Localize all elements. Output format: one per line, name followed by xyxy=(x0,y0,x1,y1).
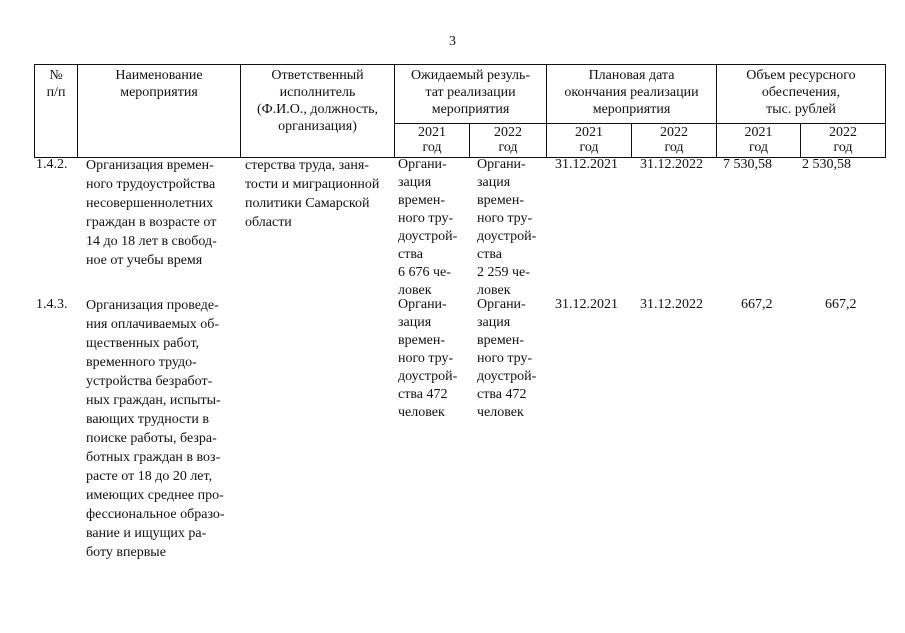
row-volume-2022: 2 530,58 xyxy=(802,157,851,172)
row-responsible: стерства труда, заня- тости и миграционной политики Самарской области xyxy=(245,158,380,230)
row-number: 1.4.3. xyxy=(36,297,68,312)
header-result: Ожидаемый резуль- тат реализации мероприятия xyxy=(410,68,531,117)
header-volume: Объем ресурсного обеспечения, тыс. рублей xyxy=(746,68,856,117)
subheader-volume-2021: 2021 год xyxy=(744,125,773,155)
row-volume-2021: 667,2 xyxy=(741,297,773,312)
row-date-2021: 31.12.2021 xyxy=(555,157,618,172)
row-date-2021: 31.12.2021 xyxy=(555,297,618,312)
subheader-result-2021: 2021 год xyxy=(418,125,446,155)
row-number: 1.4.2. xyxy=(36,157,68,172)
page-number: 3 xyxy=(449,34,456,49)
subheader-date-2021: 2021 год xyxy=(575,125,603,155)
row-result-2021: Органи- зация времен- ного тру- доустрой- ства 472 человек xyxy=(398,297,458,420)
header-date: Плановая дата окончания реализации мероприятия xyxy=(564,68,699,117)
row-name: Организация проведе- ния оплачиваемых об- щественных работ, временного трудо- устройства безработ- ных граждан, испыты- вающих трудности в поиске работы, безра- ботных граждан в воз- расте от 18 до 20 лет, имеющих среднее про- фессиональное образо- вание и ищущих ра- боту впервые xyxy=(86,298,225,560)
row-name: Организация времен- ного трудоустройства несовершеннолетних граждан в возрасте от 14 до 18 лет в свобод- ное от учебы время xyxy=(86,158,217,268)
table-header xyxy=(34,64,886,158)
header-responsible: Ответственный исполнитель (Ф.И.О., должность, организация) xyxy=(256,68,379,134)
subheader-result-2022: 2022 год xyxy=(494,125,522,155)
row-volume-2022: 667,2 xyxy=(825,297,857,312)
row-result-2022: Органи- зация времен- ного тру- доустрой- ства 472 человек xyxy=(477,297,537,420)
row-volume-2021: 7 530,58 xyxy=(723,157,772,172)
header-num: № п/п xyxy=(46,68,66,100)
header-name: Наименование мероприятия xyxy=(115,68,203,100)
subheader-date-2022: 2022 год xyxy=(660,125,688,155)
row-date-2022: 31.12.2022 xyxy=(640,157,703,172)
subheader-volume-2022: 2022 год xyxy=(829,125,857,155)
row-date-2022: 31.12.2022 xyxy=(640,297,703,312)
row-result-2022: Органи- зация времен- ного тру- доустрой- ства 2 259 че- ловек xyxy=(477,157,537,298)
row-result-2021: Органи- зация времен- ного тру- доустрой- ства 6 676 че- ловек xyxy=(398,157,458,298)
